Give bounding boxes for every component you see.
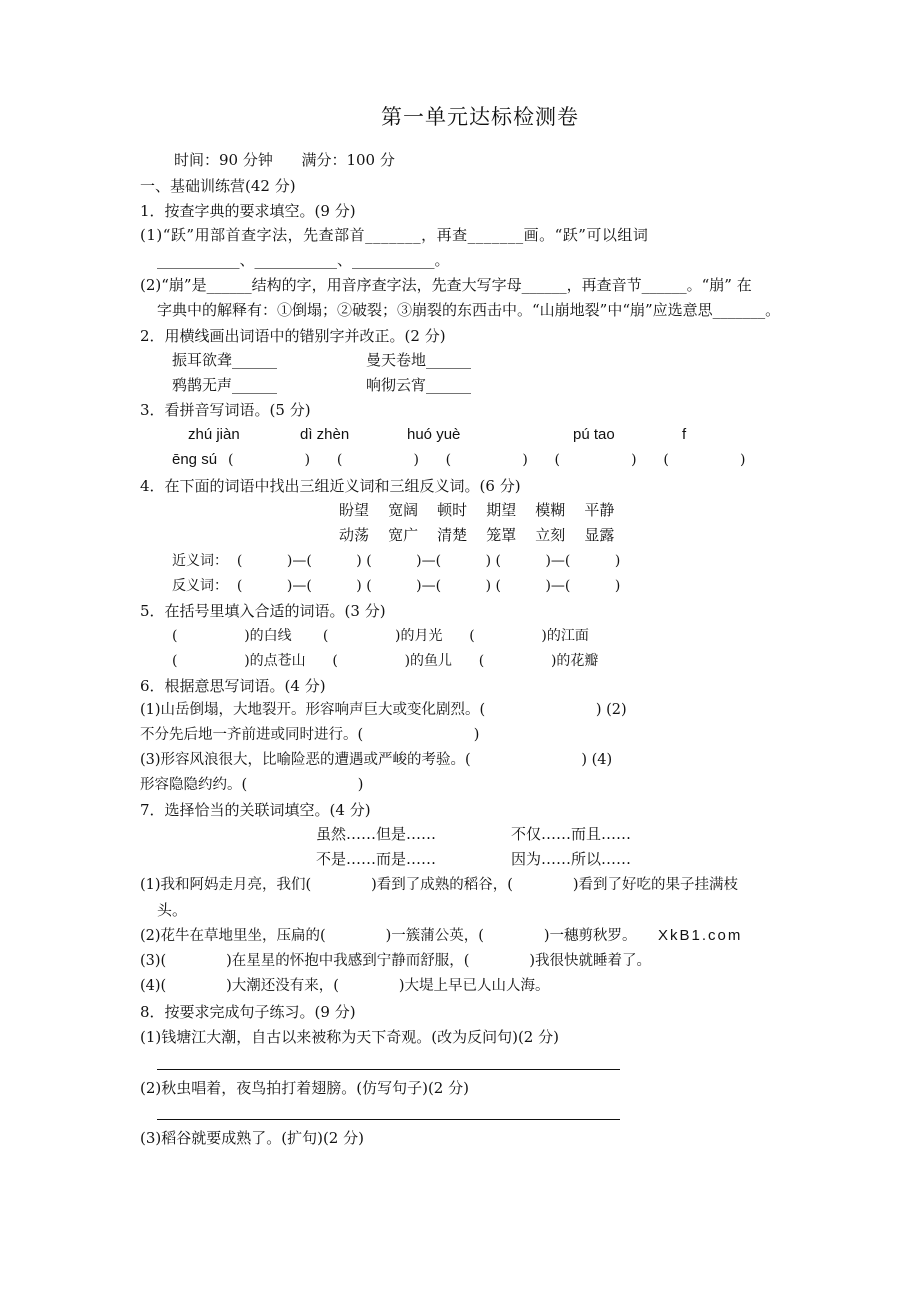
q6-line-2[interactable]: 不分先后地一齐前进或同时进行。( ) — [140, 727, 480, 743]
q3-heading: 3．看拼音写词语。(5 分) — [140, 401, 311, 419]
q8-answer-line-2[interactable] — [157, 1119, 620, 1120]
q6-line-4[interactable]: 形容隐隐约约。( ) — [140, 777, 364, 793]
q8-heading: 8．按要求完成句子练习。(9 分) — [140, 1003, 356, 1021]
q8-sentence-2: (2)秋虫唱着，夜鸟拍打着翅膀。(仿写句子)(2 分) — [140, 1079, 469, 1097]
q6-heading: 6．根据意思写词语。(4 分) — [140, 677, 326, 695]
q7-option-4: 因为……所以…… — [511, 850, 632, 868]
q7-option-2: 不仅……而且…… — [511, 825, 632, 843]
q1-part1-line2: ___________、___________、___________。 — [157, 251, 450, 269]
q2-word-3: 鸦鹊无声______ — [172, 376, 278, 394]
q7-option-1: 虽然……但是…… — [316, 825, 437, 843]
q7-sentence-1[interactable]: (1)我和阿妈走月亮，我们( )看到了成熟的稻谷，( )看到了好吃的果子挂满枝 — [140, 877, 739, 893]
q7-sentence-3[interactable]: (3)( )在星星的怀抱中我感到宁静而舒服，( )我很快就睡着了。 — [140, 953, 652, 969]
q8-sentence-3: (3)稻谷就要成熟了。(扩句)(2 分) — [140, 1129, 364, 1147]
watermark-text: XkB1.com — [658, 927, 743, 944]
q5-row-1[interactable]: ( )的白线 ( )的月光 ( )的江面 — [172, 628, 589, 644]
q2-word-4: 响彻云宵______ — [366, 376, 472, 394]
pinyin-3: huó yuè — [407, 426, 461, 443]
q8-sentence-1: (1)钱塘江大潮，自古以来被称为天下奇观。(改为反问句)(2 分) — [140, 1028, 559, 1046]
q1-heading: 1．按查字典的要求填空。(9 分) — [140, 202, 356, 220]
q6-line-3[interactable]: (3)形容风浪很大，比喻险恶的遭遇或严峻的考验。( ) (4) — [140, 752, 613, 768]
q2-word-2: 曼天卷地______ — [366, 351, 472, 369]
exam-meta: 时间：90 分钟 满分：100 分 — [174, 151, 395, 169]
q4-heading: 4．在下面的词语中找出三组近义词和三组反义词。(6 分) — [140, 477, 521, 495]
q1-part2-line1: (2)“崩”是______结构的字，用音序查字法，先查大写字母______，再查音节______。“崩” 在 — [140, 276, 752, 294]
q4-word-row-2: 动荡 宽广 清楚 笼罩 立刻 显露 — [339, 526, 615, 544]
page-title: 第一单元达标检测卷 — [381, 105, 579, 129]
pinyin-5: f — [682, 426, 687, 443]
q7-option-3: 不是……而是…… — [316, 850, 437, 868]
q4-antonym-row[interactable]: 反义词： ( )—( ) ( )—( ) ( )—( ) — [172, 578, 621, 594]
q1-part2-line2: 字典中的解释有：①倒塌；②破裂；③崩裂的东西击中。“山崩地裂”中“崩”应选意思_______。 — [157, 301, 781, 319]
pinyin-answer-blanks[interactable]: ( ) ( ) ( ) ( ) ( ) — [228, 452, 746, 468]
q7-sentence-2[interactable]: (2)花牛在草地里坐，压扁的( )一簇蒲公英，( )一穗剪秋罗。 — [140, 928, 637, 944]
q2-word-1: 振耳欲聋______ — [172, 351, 278, 369]
q5-row-2[interactable]: ( )的点苍山 ( )的鱼儿 ( )的花瓣 — [172, 653, 599, 669]
q1-part1-line1: (1)“跃”用部首查字法，先查部首_______，再查_______画。“跃”可以组词 — [140, 226, 649, 244]
pinyin-2: dì zhèn — [300, 426, 350, 443]
q7-sentence-1-cont: 头。 — [157, 901, 188, 919]
q4-word-row-1: 盼望 宽阔 顿时 期望 模糊 平静 — [339, 501, 615, 519]
pinyin-4: pú tao — [573, 426, 615, 443]
q8-answer-line-1[interactable] — [157, 1069, 620, 1070]
section-heading: 一、基础训练营(42 分) — [140, 177, 296, 195]
q7-heading: 7．选择恰当的关联词填空。(4 分) — [140, 801, 371, 819]
pinyin-1: zhú jiàn — [188, 426, 240, 443]
pinyin-continued: ēng sú — [172, 451, 218, 468]
q5-heading: 5．在括号里填入合适的词语。(3 分) — [140, 602, 386, 620]
q2-heading: 2．用横线画出词语中的错别字并改正。(2 分) — [140, 327, 446, 345]
q4-synonym-row[interactable]: 近义词： ( )—( ) ( )—( ) ( )—( ) — [172, 553, 621, 569]
q6-line-1[interactable]: (1)山岳倒塌，大地裂开。形容响声巨大或变化剧烈。( ) (2) — [140, 702, 627, 718]
q7-sentence-4[interactable]: (4)( )大潮还没有来，( )大堤上早已人山人海。 — [140, 978, 550, 994]
